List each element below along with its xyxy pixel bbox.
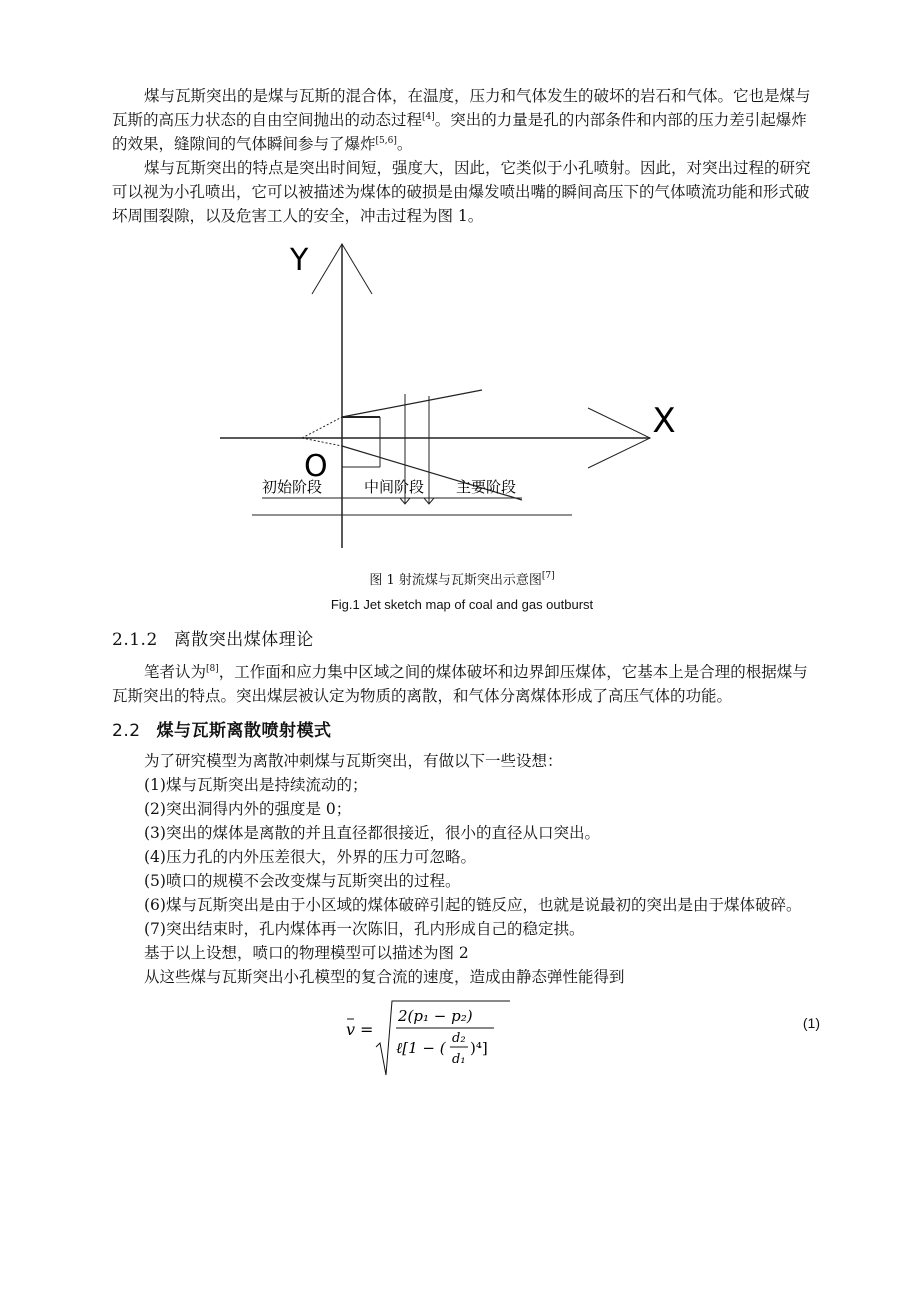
section-number: 2.2 xyxy=(112,721,141,741)
after-text-2: 从这些煤与瓦斯突出小孔模型的复合流的速度，造成由静态弹性能得到 xyxy=(144,968,625,986)
paragraph-1-end: 。 xyxy=(396,135,413,153)
equation-numerator: 2(p₁ − p₂) xyxy=(398,1007,473,1025)
assumption-item: (4)压力孔的内外压差很大，外界的压力可忽略。 xyxy=(144,848,476,866)
paragraph-2: 煤与瓦斯突出的特点是突出时间短，强度大，因此，它类似于小孔喷射。因此，对突出过程的研究可以视为小孔喷出，它可以被描述为煤体的破损是由爆发喷出嘴的瞬间高压下的气体喷流功能和形式破坏周围裂隙，以及危害工人的安全，冲击过程为图 1。 xyxy=(112,159,811,225)
assumption-item: (6)煤与瓦斯突出是由于小区域的煤体破碎引起的链反应，也就是说最初的突出是由于煤体破碎。 xyxy=(144,896,802,914)
denominator-suffix: )⁴] xyxy=(470,1039,488,1057)
paragraph-1-text-mid: 。突出的力量是孔的内部条件和内部的压力差引起爆炸的效果，缝隙间的气体瞬间参与了爆炸 xyxy=(112,111,807,153)
stage-main-label: 主要阶段 xyxy=(456,478,517,496)
jet-cone-upper-dotted xyxy=(302,417,342,438)
paragraph-3-start: 笔者认为 xyxy=(144,663,207,681)
assumption-item: (2)突出洞得内外的强度是 0； xyxy=(144,800,352,818)
equals-sign: = xyxy=(360,1020,374,1039)
paragraph-3-rest: ，工作面和应力集中区域之间的煤体破坏和边界卸压煤体，它基本上是合理的根据煤与瓦斯突出的特点。突出煤层被认定为物质的离散，和气体分离煤体形成了高压气体的功能。 xyxy=(112,663,808,705)
y-axis-label: Y xyxy=(290,243,309,278)
jet-sketch-diagram xyxy=(212,236,676,561)
caption-cn-text: 图 1 射流煤与瓦斯突出示意图 xyxy=(369,573,542,588)
assumption-item: (7)突出结束时，孔内煤体再一次陈旧，孔内形成自己的稳定拱。 xyxy=(144,920,585,938)
inner-fraction-num: d₂ xyxy=(452,1031,466,1046)
equation-number: (1) xyxy=(802,1015,820,1031)
figure-1-caption-en: Fig.1 Jet sketch map of coal and gas outburst xyxy=(330,597,594,612)
paragraph-1-text: 煤与瓦斯突出的是煤与瓦斯的混合体，在温度，压力和气体发生的破坏的岩石和气体。它也是煤与瓦斯的高压力状态的自由空间抛出的动态过程 xyxy=(112,87,811,129)
assumption-item: (5)喷口的规模不会改变煤与瓦斯突出的过程。 xyxy=(144,872,461,890)
figure-1 xyxy=(112,236,812,611)
paragraph-1 xyxy=(112,84,812,156)
equation-1 xyxy=(112,997,820,1079)
stage-middle-label: 中间阶段 xyxy=(364,478,425,496)
equation-1-formula xyxy=(342,997,512,1079)
citation-8[interactable]: [8] xyxy=(206,664,219,674)
section-number: 2.1.2 xyxy=(112,630,158,650)
citation-5-6[interactable]: [5,6] xyxy=(375,136,397,146)
assumptions-intro: 为了研究模型为离散冲刺煤与瓦斯突出，有做以下一些设想： xyxy=(144,752,563,770)
denominator-prefix: ℓ[1 − ( xyxy=(396,1039,446,1057)
section-title: 煤与瓦斯离散喷射模式 xyxy=(156,721,332,741)
origin-label: O xyxy=(304,449,328,484)
section-title: 离散突出煤体理论 xyxy=(173,630,314,650)
page xyxy=(112,84,820,1079)
x-axis-label: X xyxy=(652,401,676,441)
jet-cone-lower-dotted xyxy=(302,438,342,446)
paragraph-3 xyxy=(112,660,812,708)
jet-cone-upper xyxy=(342,390,482,417)
citation-7[interactable]: [7] xyxy=(541,571,555,581)
assumption-item: (3)突出的煤体是离散的并且直径都很接近，很小的直径从口突出。 xyxy=(144,824,600,842)
after-text-1: 基于以上设想，喷口的物理模型可以描述为图 2 xyxy=(144,944,469,962)
citation-4[interactable]: [4] xyxy=(422,112,435,122)
velocity-symbol: v xyxy=(346,1020,356,1039)
section-2-1-2-heading xyxy=(112,625,812,650)
inner-fraction-den: d₁ xyxy=(452,1052,466,1067)
figure-1-caption-cn xyxy=(112,569,812,588)
section-2-2-heading xyxy=(112,716,812,741)
assumption-item: (1)煤与瓦斯突出是持续流动的； xyxy=(144,776,368,794)
stage-initial-label: 初始阶段 xyxy=(262,478,323,496)
